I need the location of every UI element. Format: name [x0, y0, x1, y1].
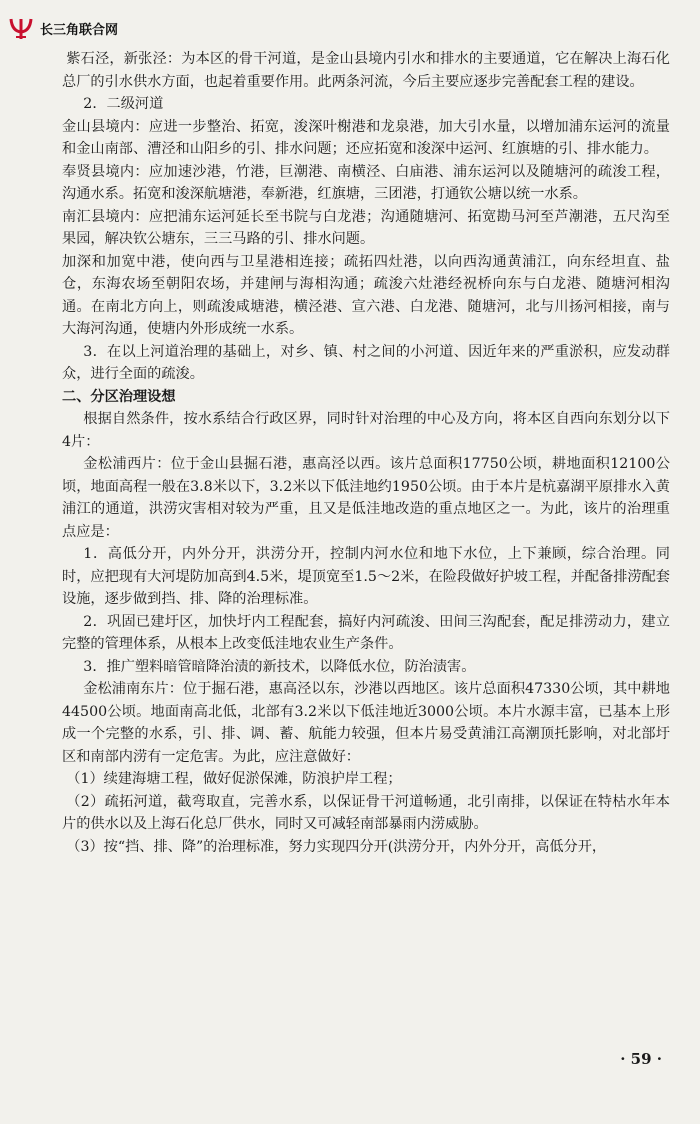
paragraph: 2．巩固已建圩区，加快圩内工程配套，搞好内河疏浚、田间三沟配套，配足排涝动力，建立完整的管理体系，从根本上改变低洼地农业生产条件。 — [62, 613, 670, 652]
page-number: · 59 · — [620, 1050, 662, 1068]
paragraph: 加深和加宽中港，使向西与卫星港相连接；疏拓四灶港，以向西沟通黄浦江，向东经坦直、盐仓，东海农场至朝阳农场，并建闸与海相沟通；疏浚六灶港经祝桥向东与白龙港、随塘河相沟通。在南北方向上，则疏浚咸塘港，横泾港、宣六港、白龙港、随塘河，北与川扬河相接，南与大海河沟通，使塘内外形成统一水系。 — [62, 253, 670, 337]
paragraph: 南汇县境内：应把浦东运河延长至书院与白龙港；沟通随塘河、拓宽勘马河至芦潮港，五尺沟至果园，解决钦公塘东，三三马路的引、排水问题。 — [62, 208, 670, 247]
section-heading: 二、分区治理设想 — [62, 388, 176, 405]
paragraph: 3．在以上河道治理的基础上，对乡、镇、村之间的小河道、因近年来的严重淤积，应发动群众，进行全面的疏浚。 — [62, 343, 670, 382]
paragraph: 金松浦南东片：位于掘石港，惠高泾以东，沙港以西地区。该片总面积47330公顷，其中耕地44500公顷。地面南高北低，北部有3.2米以下低洼地近3000公顷。本片水源丰富，已基本上形成一个完整的水系，引、排、调、蓄、航能力较强，但本片易受黄浦江高潮顶托影响，对北部圩区和南部内涝有一定危害。为此，应注意做好： — [62, 681, 670, 765]
paragraph-heading: 2．二级河道 — [83, 96, 164, 112]
document-body — [62, 48, 670, 858]
paragraph: 3．推广塑料暗管暗降治渍的新技术，以降低水位，防治渍害。 — [83, 658, 476, 675]
site-header — [8, 14, 118, 42]
paragraph: （1）续建海塘工程，做好促淤保滩，防浪护岸工程； — [66, 771, 402, 787]
paragraph: （3）按“挡、排、降”的治理标准，努力实现四分开(洪涝分开，内外分开，高低分开， — [66, 838, 607, 855]
paragraph: 1．高低分开，内外分开，洪涝分开，控制内河水位和地下水位，上下兼顾，综合治理。同时，应把现有大河堤防加高到4.5米，堤顶宽至1.5～2米，在险段做好护坡工程，并配备排涝配套设施，逐步做到挡、排、降的治理标准。 — [62, 546, 670, 607]
paragraph: 金山县境内：应进一步整治、拓宽，浚深叶榭港和龙泉港，加大引水量，以增加浦东运河的流量和金山南部、漕泾和山阳乡的引、排水问题；还应拓宽和浚深中运河、红旗塘的引、排水能力。 — [62, 118, 670, 157]
paragraph: 金松浦西片：位于金山县掘石港，惠高泾以西。该片总面积17750公顷，耕地面积12100公顷，地面高程一般在3.8米以下，3.2米以下低洼地约1950公顷。由于本片是杭嘉湖平原排水入黄浦江的通道，洪涝灾害相对较为严重，且又是低洼地改造的重点地区之一。为此，该片的治理重点应是： — [62, 456, 670, 540]
site-logo-icon — [8, 15, 34, 41]
paragraph: （2）疏拓河道，截弯取直，完善水系，以保证骨干河道畅通，北引南排，以保证在特枯水年本片的供水以及上海石化总厂供水，同时又可减轻南部暴雨内涝威胁。 — [62, 793, 670, 832]
site-name: 长三角联合网 — [40, 22, 119, 38]
paragraph: 奉贤县境内：应加速沙港，竹港，巨潮港、南横泾、白庙港、浦东运河以及随塘河的疏浚工程，沟通水系。拓宽和浚深航塘港，奉新港，红旗塘，三团港，打通钦公塘以统一水系。 — [62, 163, 670, 202]
paragraph: 紫石泾，新张泾：为本区的骨干河道，是金山县境内引水和排水的主要通道，它在解决上海石化总厂的引水供水方面，也起着重要作用。此两条河流，今后主要应逐步完善配套工程的建设。 — [62, 51, 670, 90]
paragraph: 根据自然条件，按水系结合行政区界，同时针对治理的中心及方向，将本区自西向东划分以下4片： — [62, 411, 670, 450]
